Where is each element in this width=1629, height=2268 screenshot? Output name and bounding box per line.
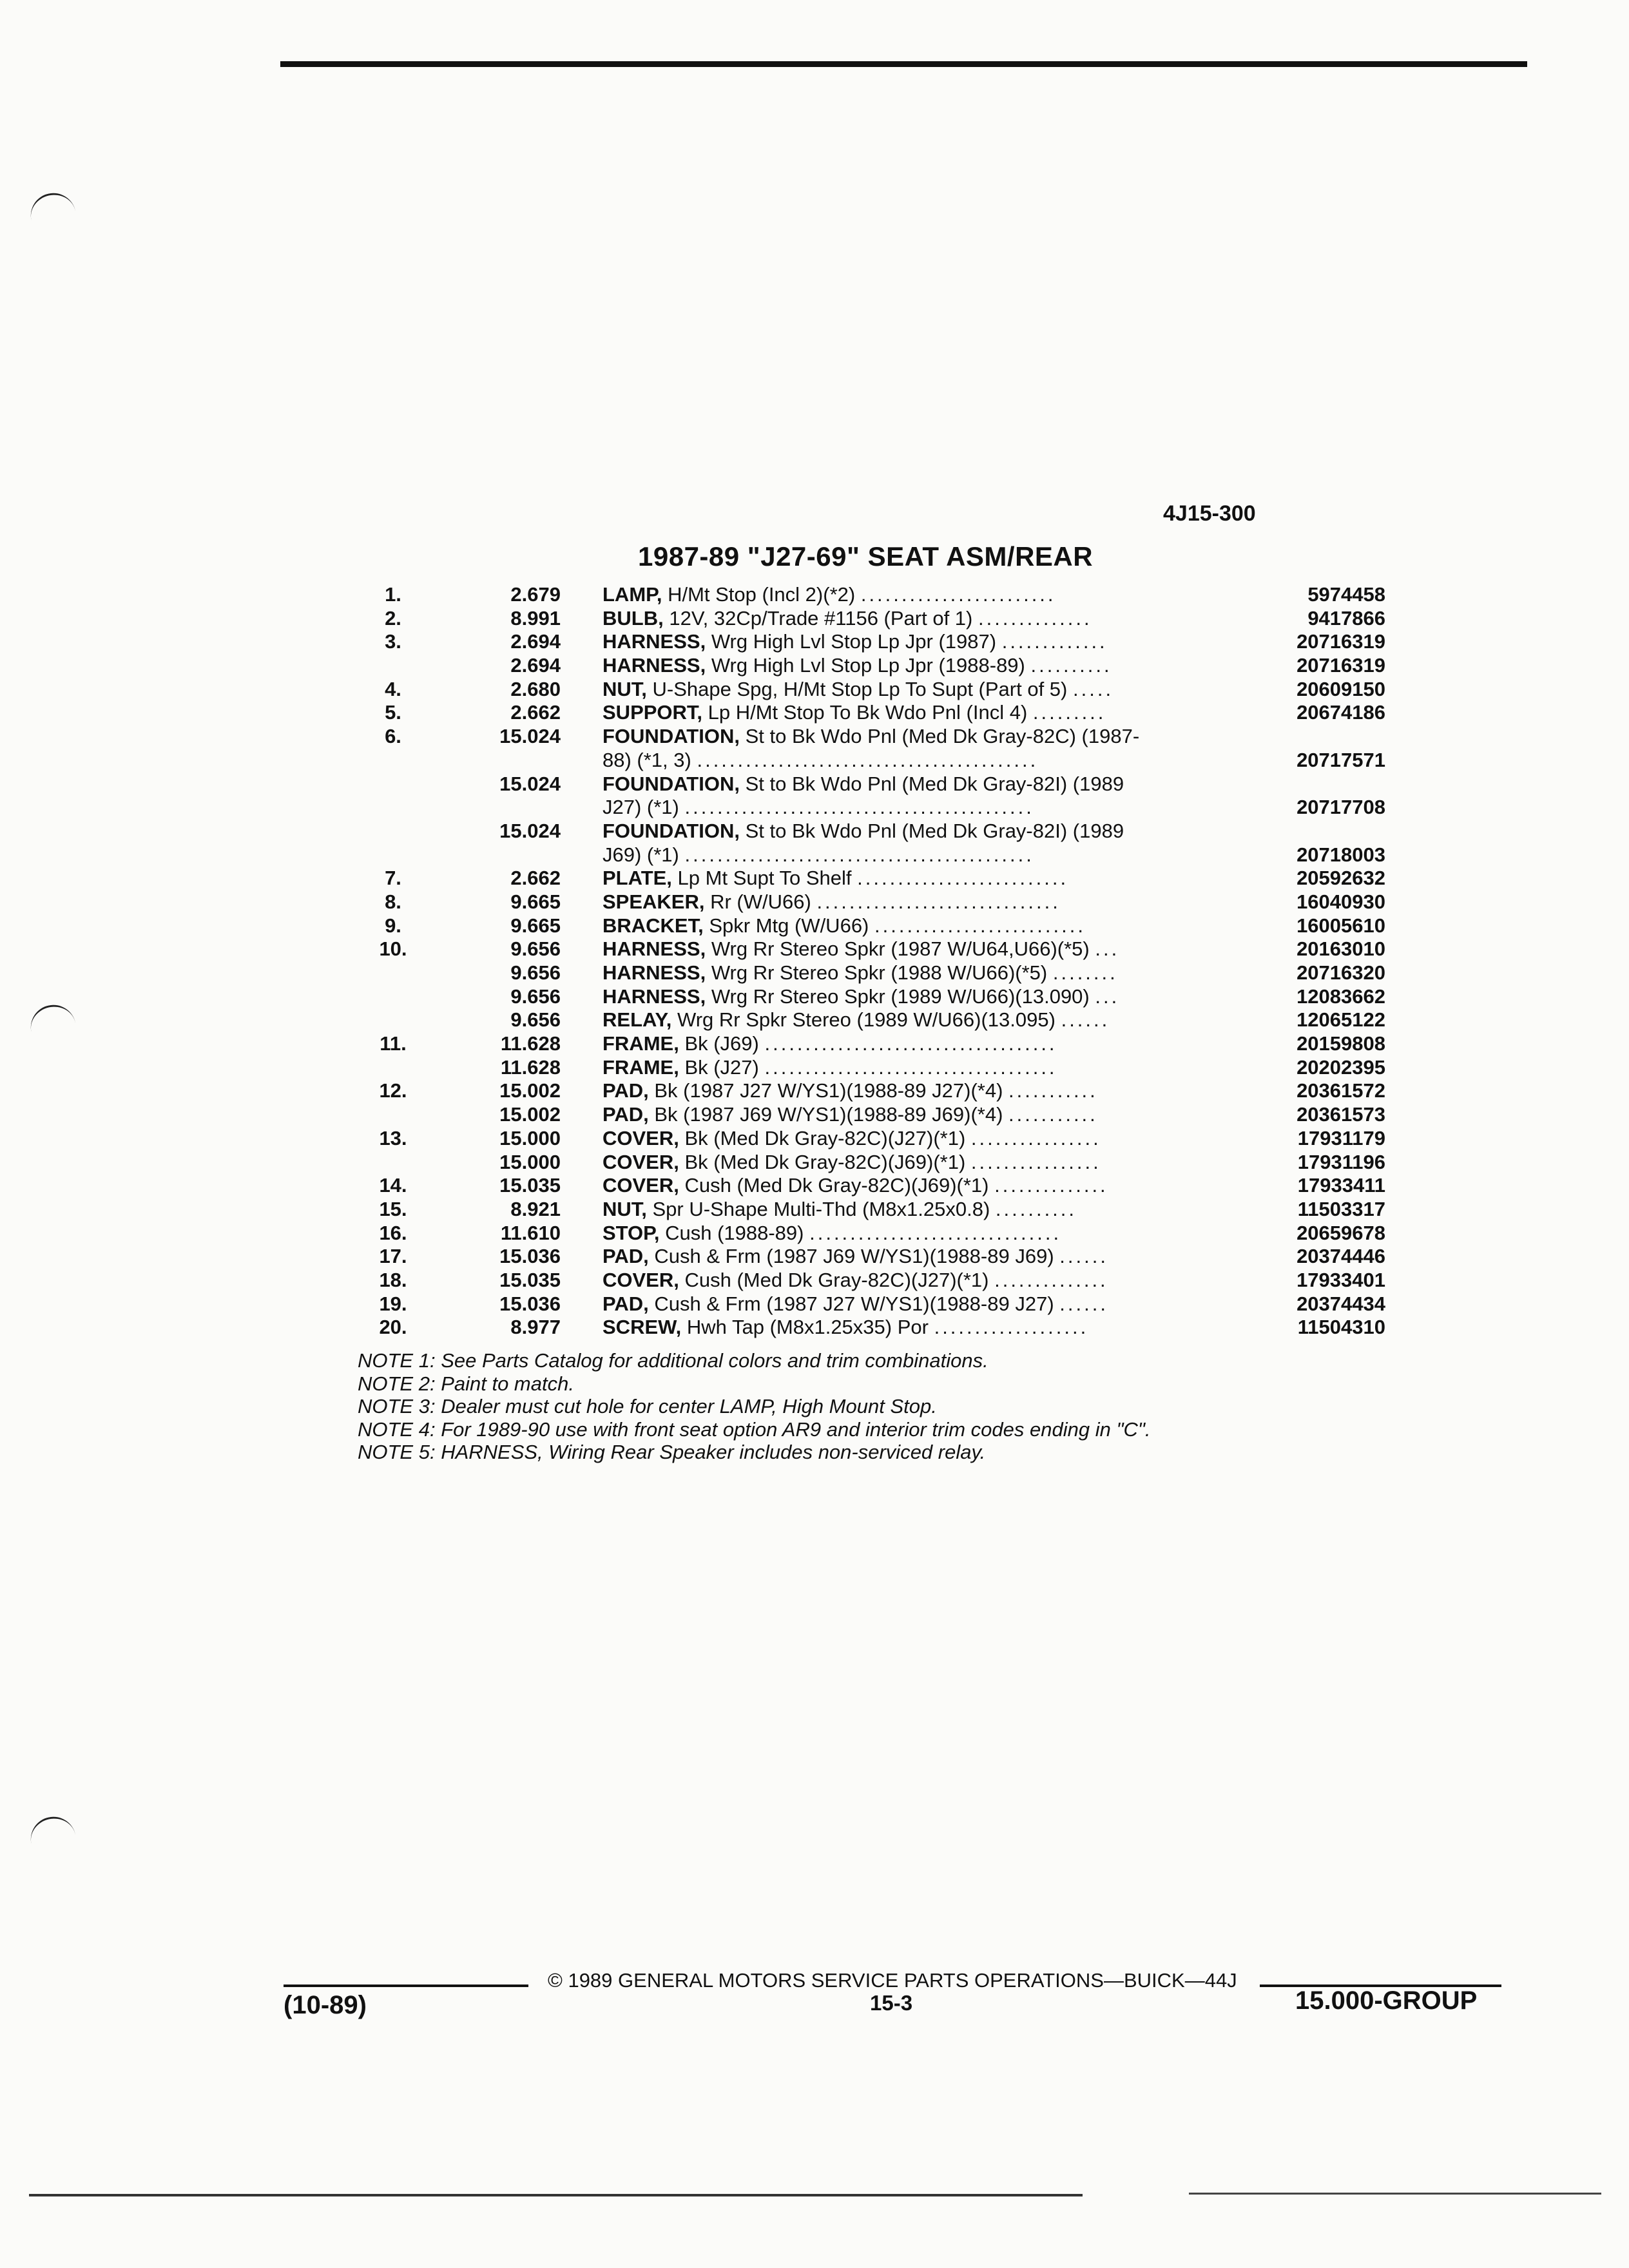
part-number: 20717708: [1296, 796, 1385, 819]
part-name: RELAY,: [602, 1008, 672, 1032]
leader-dots: ................: [970, 1126, 1101, 1149]
part-detail: Bk (Med Dk Gray-82C)(J27)(*1): [679, 1126, 966, 1149]
part-description: [602, 678, 1253, 702]
part-name: NUT,: [602, 677, 647, 700]
group-number: 8.977: [510, 1316, 561, 1339]
part-description: [602, 1222, 1253, 1245]
part-number: 17933411: [1297, 1174, 1385, 1197]
leader-dots: ...........: [1008, 1103, 1098, 1126]
leader-dots: ......: [1061, 1008, 1110, 1032]
part-number: 20592632: [1296, 867, 1385, 890]
part-number: 20716320: [1296, 961, 1385, 984]
top-rule: [280, 61, 1527, 67]
part-description: [602, 1008, 1253, 1032]
ref-number: 14.: [379, 1174, 407, 1197]
parts-row: [361, 1293, 1385, 1316]
part-detail: Lp Mt Supt To Shelf: [671, 867, 852, 890]
part-name: NUT,: [602, 1197, 647, 1220]
group-number: 9.656: [510, 937, 561, 961]
part-name: HARNESS,: [602, 654, 706, 677]
part-detail: Cush (1988-89): [659, 1221, 804, 1244]
parts-row: [361, 583, 1385, 607]
part-description: [602, 843, 1253, 867]
leader-dots: ..........................................: [697, 748, 1039, 771]
part-detail: Bk (J69): [679, 1032, 759, 1055]
parts-row: [361, 1008, 1385, 1032]
part-name: FRAME,: [602, 1055, 679, 1079]
footer-copyright: © 1989 GENERAL MOTORS SERVICE PARTS OPERATIONS—BUICK—44J: [548, 1969, 1237, 1992]
part-description: [602, 937, 1253, 961]
part-number: 9417866: [1307, 606, 1385, 629]
bottom-rule: [29, 2194, 1083, 2196]
parts-row: [361, 1056, 1385, 1080]
part-detail: Wrg High Lvl Stop Lp Jpr (1987): [706, 630, 997, 653]
part-detail: Wrg Rr Stereo Spkr (1989 W/U66)(13.090): [706, 985, 1090, 1008]
part-number: 20163010: [1296, 937, 1385, 961]
leader-dots: ......: [1059, 1292, 1108, 1315]
parts-row: [361, 1198, 1385, 1222]
parts-row: [361, 1032, 1385, 1056]
parts-row: [361, 820, 1385, 843]
part-number: 11503317: [1297, 1197, 1385, 1220]
leader-dots: .....: [1073, 677, 1114, 700]
part-description: [602, 630, 1253, 654]
parts-row: [361, 773, 1385, 796]
leader-dots: ..........................: [874, 914, 1086, 937]
part-description: [602, 1198, 1253, 1222]
group-number: 2.662: [510, 867, 561, 890]
ref-number: 11.: [380, 1032, 407, 1055]
parts-row: [361, 1151, 1385, 1175]
ref-number: 8.: [385, 890, 401, 913]
part-number: 20374446: [1296, 1245, 1385, 1268]
part-description: [602, 1245, 1253, 1269]
part-number: 20159808: [1296, 1032, 1385, 1055]
ref-number: 4.: [385, 677, 401, 700]
ref-number: 9.: [385, 914, 401, 937]
part-number: 12065122: [1296, 1008, 1385, 1032]
part-detail: Bk (Med Dk Gray-82C)(J69)(*1): [679, 1150, 966, 1173]
part-description: [602, 890, 1253, 914]
ref-number: 15.: [379, 1197, 407, 1220]
parts-row: [361, 1103, 1385, 1127]
part-name: PAD,: [602, 1103, 649, 1126]
group-number: 9.665: [510, 914, 561, 937]
part-number: 20717571: [1296, 748, 1385, 771]
part-description: [602, 1079, 1253, 1103]
leader-dots: ................: [970, 1150, 1101, 1173]
ref-number: 5.: [385, 701, 401, 724]
parts-row: [361, 749, 1385, 773]
group-number: 9.656: [510, 1008, 561, 1032]
part-detail: Bk (1987 J27 W/YS1)(1988-89 J27)(*4): [648, 1079, 1003, 1102]
parts-row: [361, 654, 1385, 678]
parts-row: [361, 1222, 1385, 1245]
binder-hole-mark: [26, 1812, 76, 1849]
part-description: [602, 914, 1253, 938]
part-name: SPEAKER,: [602, 890, 705, 913]
part-detail: 88) (*1, 3): [602, 748, 691, 771]
part-number: 16005610: [1296, 914, 1385, 937]
part-name: COVER,: [602, 1268, 679, 1291]
part-name: SCREW,: [602, 1316, 682, 1339]
ref-number: 18.: [379, 1268, 407, 1291]
part-name: STOP,: [602, 1221, 660, 1244]
leader-dots: ...........: [1008, 1079, 1098, 1102]
part-number: 17933401: [1296, 1268, 1385, 1291]
leader-dots: ........................: [860, 583, 1056, 606]
group-number: 15.035: [499, 1174, 561, 1197]
parts-row: [361, 1269, 1385, 1293]
part-detail: Cush (Med Dk Gray-82C)(J69)(*1): [679, 1174, 989, 1197]
part-name: PAD,: [602, 1292, 649, 1315]
part-name: COVER,: [602, 1150, 679, 1173]
notes-section: [358, 1349, 1150, 1464]
part-detail: Bk (J27): [679, 1055, 759, 1079]
part-name: BULB,: [602, 606, 664, 629]
part-name: FRAME,: [602, 1032, 679, 1055]
leader-dots: ..........................: [857, 867, 1069, 890]
group-number: 15.000: [499, 1150, 561, 1173]
binder-hole-mark: [26, 1001, 76, 1037]
group-number: 2.694: [510, 630, 561, 653]
part-name: HARNESS,: [602, 937, 706, 961]
part-number: 20716319: [1296, 630, 1385, 653]
part-description: [602, 820, 1253, 843]
part-detail: St to Bk Wdo Pnl (Med Dk Gray-82I) (1989: [739, 819, 1124, 842]
part-detail: Hwh Tap (M8x1.25x35) Por: [681, 1316, 929, 1339]
group-number: 2.662: [510, 701, 561, 724]
note-3: NOTE 3: Dealer must cut hole for center LAMP, High Mount Stop.: [358, 1395, 937, 1418]
group-number: 2.680: [510, 677, 561, 700]
part-detail: Wrg High Lvl Stop Lp Jpr (1988-89): [706, 654, 1025, 677]
parts-row: [361, 630, 1385, 654]
part-detail: Cush & Frm (1987 J69 W/YS1)(1988-89 J69): [648, 1245, 1054, 1268]
footer-page-number: 15-3: [870, 1991, 913, 2015]
leader-dots: ..............................: [816, 890, 1061, 913]
part-number: 20674186: [1296, 701, 1385, 724]
part-name: FOUNDATION,: [602, 772, 740, 795]
ref-number: 20.: [379, 1316, 407, 1339]
group-number: 15.024: [499, 819, 561, 842]
parts-row: [361, 867, 1385, 890]
part-detail: 12V, 32Cp/Trade #1156 (Part of 1): [663, 606, 973, 629]
leader-dots: ....................................: [764, 1032, 1057, 1055]
part-number: 20659678: [1296, 1221, 1385, 1244]
ref-number: 13.: [379, 1126, 407, 1149]
leader-dots: ...........................................: [684, 796, 1034, 819]
part-number: 20361572: [1296, 1079, 1385, 1102]
part-description: [602, 1032, 1253, 1056]
parts-row: [361, 725, 1385, 749]
part-number: 17931196: [1297, 1150, 1385, 1173]
group-number: 11.628: [500, 1032, 561, 1055]
parts-row: [361, 678, 1385, 702]
ref-number: 3.: [385, 630, 401, 653]
part-description: [602, 1151, 1253, 1175]
part-description: [602, 1103, 1253, 1127]
leader-dots: ..............: [978, 606, 1092, 629]
parts-row: [361, 607, 1385, 631]
part-description: [602, 583, 1253, 607]
parts-row: [361, 985, 1385, 1009]
parts-list: [361, 583, 1385, 1340]
part-description: [602, 654, 1253, 678]
leader-dots: ..............: [994, 1268, 1108, 1291]
part-name: COVER,: [602, 1126, 679, 1149]
part-number: 11504310: [1297, 1316, 1385, 1339]
part-name: HARNESS,: [602, 630, 706, 653]
part-detail: Bk (1987 J69 W/YS1)(1988-89 J69)(*4): [648, 1103, 1003, 1126]
part-name: FOUNDATION,: [602, 725, 740, 748]
ref-number: 7.: [385, 867, 401, 890]
note-4: NOTE 4: For 1989-90 use with front seat option AR9 and interior trim codes ending in "C".: [358, 1418, 1151, 1441]
group-number: 8.921: [510, 1197, 561, 1220]
part-detail: H/Mt Stop (Incl 2)(*2): [662, 583, 856, 606]
part-name: COVER,: [602, 1174, 679, 1197]
part-number: 17931179: [1297, 1126, 1385, 1149]
group-number: 8.991: [510, 606, 561, 629]
group-number: 15.000: [499, 1126, 561, 1149]
group-number: 11.610: [500, 1221, 561, 1244]
binder-hole-mark: [26, 189, 76, 226]
part-description: [602, 749, 1253, 773]
footer-rule-left: [284, 1984, 528, 1987]
bottom-rule-right: [1189, 2193, 1601, 2195]
part-number: 20609150: [1296, 677, 1385, 700]
parts-row: [361, 914, 1385, 938]
part-detail: Rr (W/U66): [704, 890, 811, 913]
part-detail: Cush (Med Dk Gray-82C)(J27)(*1): [679, 1268, 989, 1291]
page-title: 1987-89 "J27-69" SEAT ASM/REAR: [638, 541, 1094, 572]
part-description: [602, 961, 1253, 985]
page-code: 4J15-300: [1163, 501, 1256, 526]
leader-dots: ...................: [934, 1316, 1089, 1339]
group-number: 2.679: [510, 583, 561, 606]
group-number: 15.024: [499, 772, 561, 795]
parts-row: [361, 1316, 1385, 1340]
part-number: 20374434: [1296, 1292, 1385, 1315]
ref-number: 6.: [385, 725, 401, 748]
part-number: 5974458: [1307, 583, 1385, 606]
group-number: 11.628: [500, 1055, 561, 1079]
part-detail: Wrg Rr Stereo Spkr (1988 W/U66)(*5): [706, 961, 1048, 984]
parts-row: [361, 937, 1385, 961]
part-description: [602, 773, 1253, 796]
parts-row: [361, 843, 1385, 867]
group-number: 15.036: [499, 1292, 561, 1315]
leader-dots: ...: [1095, 985, 1120, 1008]
group-number: 9.656: [510, 985, 561, 1008]
part-name: LAMP,: [602, 583, 662, 606]
ref-number: 10.: [379, 937, 407, 961]
note-1: NOTE 1: See Parts Catalog for additional colors and trim combinations.: [358, 1349, 988, 1372]
part-detail: Lp H/Mt Stop To Bk Wdo Pnl (Incl 4): [702, 701, 1028, 724]
part-description: [602, 1269, 1253, 1293]
ref-number: 16.: [379, 1221, 407, 1244]
leader-dots: ........: [1052, 961, 1118, 984]
part-description: [602, 607, 1253, 631]
part-description: [602, 1293, 1253, 1316]
part-description: [602, 1316, 1253, 1340]
part-name: FOUNDATION,: [602, 819, 740, 842]
parts-row: [361, 1245, 1385, 1269]
leader-dots: ......: [1059, 1245, 1108, 1268]
part-description: [602, 985, 1253, 1009]
group-number: 15.036: [499, 1245, 561, 1268]
part-name: PAD,: [602, 1245, 649, 1268]
leader-dots: .........: [1032, 701, 1106, 724]
group-number: 9.665: [510, 890, 561, 913]
part-detail: Wrg Rr Spkr Stereo (1989 W/U66)(13.095): [671, 1008, 1055, 1032]
part-description: [602, 725, 1253, 749]
group-number: 15.024: [499, 725, 561, 748]
group-number: 15.002: [499, 1079, 561, 1102]
part-name: HARNESS,: [602, 985, 706, 1008]
part-description: [602, 1174, 1253, 1198]
leader-dots: ...............................: [809, 1221, 1062, 1244]
ref-number: 2.: [385, 606, 401, 629]
leader-dots: ..........: [995, 1197, 1077, 1220]
ref-number: 17.: [379, 1245, 407, 1268]
parts-row: [361, 1079, 1385, 1103]
part-name: BRACKET,: [602, 914, 704, 937]
ref-number: 12.: [379, 1079, 407, 1102]
group-number: 15.002: [499, 1103, 561, 1126]
part-number: 16040930: [1296, 890, 1385, 913]
group-number: 2.694: [510, 654, 561, 677]
part-detail: St to Bk Wdo Pnl (Med Dk Gray-82C) (1987-: [739, 725, 1140, 748]
ref-number: 1.: [385, 583, 401, 606]
part-detail: J27) (*1): [602, 796, 679, 819]
part-description: [602, 796, 1253, 820]
part-detail: Spkr Mtg (W/U66): [703, 914, 869, 937]
parts-row: [361, 961, 1385, 985]
part-detail: Spr U-Shape Multi-Thd (M8x1.25x0.8): [646, 1197, 990, 1220]
part-detail: Wrg Rr Stereo Spkr (1987 W/U64,U66)(*5): [706, 937, 1090, 961]
part-detail: U-Shape Spg, H/Mt Stop Lp To Supt (Part of 5): [646, 677, 1068, 700]
parts-row: [361, 890, 1385, 914]
group-number: 15.035: [499, 1268, 561, 1291]
part-name: HARNESS,: [602, 961, 706, 984]
part-number: 20202395: [1296, 1055, 1385, 1079]
parts-row: [361, 701, 1385, 725]
part-number: 20718003: [1296, 843, 1385, 866]
parts-row: [361, 796, 1385, 820]
footer-group: 15.000-GROUP: [1295, 1986, 1478, 2015]
leader-dots: ..............: [994, 1174, 1108, 1197]
leader-dots: .............: [1001, 630, 1108, 653]
part-description: [602, 867, 1253, 890]
part-description: [602, 1056, 1253, 1080]
part-number: 12083662: [1296, 985, 1385, 1008]
note-2: NOTE 2: Paint to match.: [358, 1372, 574, 1395]
part-number: 20716319: [1296, 654, 1385, 677]
part-name: PAD,: [602, 1079, 649, 1102]
leader-dots: ....................................: [764, 1055, 1057, 1079]
parts-row: [361, 1174, 1385, 1198]
part-detail: J69) (*1): [602, 843, 679, 866]
leader-dots: ...: [1095, 937, 1120, 961]
parts-row: [361, 1127, 1385, 1151]
group-number: 9.656: [510, 961, 561, 984]
part-name: PLATE,: [602, 867, 672, 890]
note-5: NOTE 5: HARNESS, Wiring Rear Speaker includes non-serviced relay.: [358, 1441, 986, 1463]
footer-date: (10-89): [284, 1991, 367, 2019]
part-detail: Cush & Frm (1987 J27 W/YS1)(1988-89 J27): [648, 1292, 1054, 1315]
leader-dots: ..........: [1030, 654, 1112, 677]
part-description: [602, 1127, 1253, 1151]
ref-number: 19.: [379, 1292, 407, 1315]
part-description: [602, 701, 1253, 725]
part-number: 20361573: [1296, 1103, 1385, 1126]
part-name: SUPPORT,: [602, 701, 703, 724]
leader-dots: ...........................................: [684, 843, 1034, 866]
part-detail: St to Bk Wdo Pnl (Med Dk Gray-82I) (1989: [739, 772, 1124, 795]
